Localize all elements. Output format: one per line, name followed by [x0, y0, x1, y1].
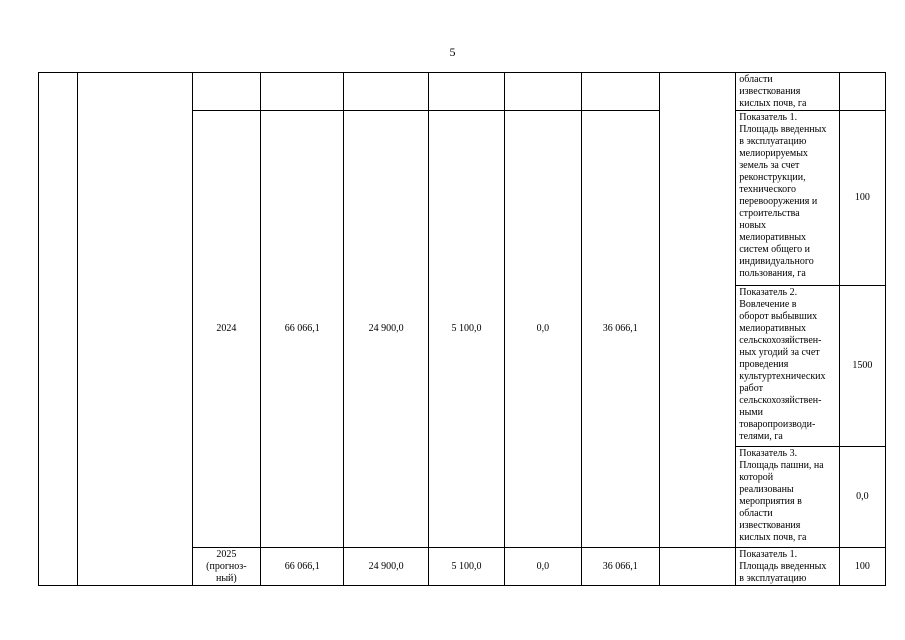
total-cell: 66 066,1	[261, 111, 344, 548]
extrabudget-cell: 36 066,1	[581, 111, 659, 548]
empty-executor-cell	[659, 73, 735, 548]
page-number: 5	[449, 45, 456, 59]
empty-name-cell	[78, 73, 193, 586]
indicator-text-cell: Показатель 2. Вовлечение в оборот выбывших мелиоративных сельскохозяйствен- ных угодий за счет проведения культуртехнических работ сельскохозяйствен- ными товаропроизводи- телями, га	[736, 286, 839, 447]
year-cell: 2025 (прогноз- ный)	[192, 548, 260, 586]
indicator-text-cell: Показатель 1. Площадь введенных в эксплуатацию	[736, 548, 839, 586]
year-cell: 2024	[192, 111, 260, 548]
empty-federal-cell	[344, 73, 428, 111]
indicator-value-cell	[839, 73, 885, 111]
table-row-continuation	[39, 73, 886, 111]
empty-regional-cell	[428, 73, 504, 111]
empty-total-cell	[261, 73, 344, 111]
local-budget-cell: 0,0	[505, 111, 581, 548]
empty-extra-cell	[581, 73, 659, 111]
federal-budget-cell: 24 900,0	[344, 111, 428, 548]
empty-number-cell	[39, 73, 78, 586]
extrabudget-cell: 36 066,1	[581, 548, 659, 586]
total-cell: 66 066,1	[261, 548, 344, 586]
indicator-value-cell: 100	[839, 111, 885, 286]
local-budget-cell: 0,0	[505, 548, 581, 586]
empty-local-cell	[505, 73, 581, 111]
budget-indicators-table	[38, 72, 886, 586]
empty-executor-cell	[659, 548, 735, 586]
indicator-text-cell: Показатель 1. Площадь введенных в эксплуатацию мелиорируемых земель за счет реконструкции, технического перевооружения и строительства новых мелиоративных систем общего и индивидуального пользования, га	[736, 111, 839, 286]
federal-budget-cell: 24 900,0	[344, 548, 428, 586]
indicator-value-cell: 1500	[839, 286, 885, 447]
indicator-text-cell: области известкования кислых почв, га	[736, 73, 839, 111]
indicator-value-cell: 100	[839, 548, 885, 586]
regional-budget-cell: 5 100,0	[428, 111, 504, 548]
empty-year-cell	[192, 73, 260, 111]
regional-budget-cell: 5 100,0	[428, 548, 504, 586]
indicator-value-cell: 0,0	[839, 447, 885, 548]
indicator-text-cell: Показатель 3. Площадь пашни, на которой реализованы мероприятия в области известкования кислых почв, га	[736, 447, 839, 548]
